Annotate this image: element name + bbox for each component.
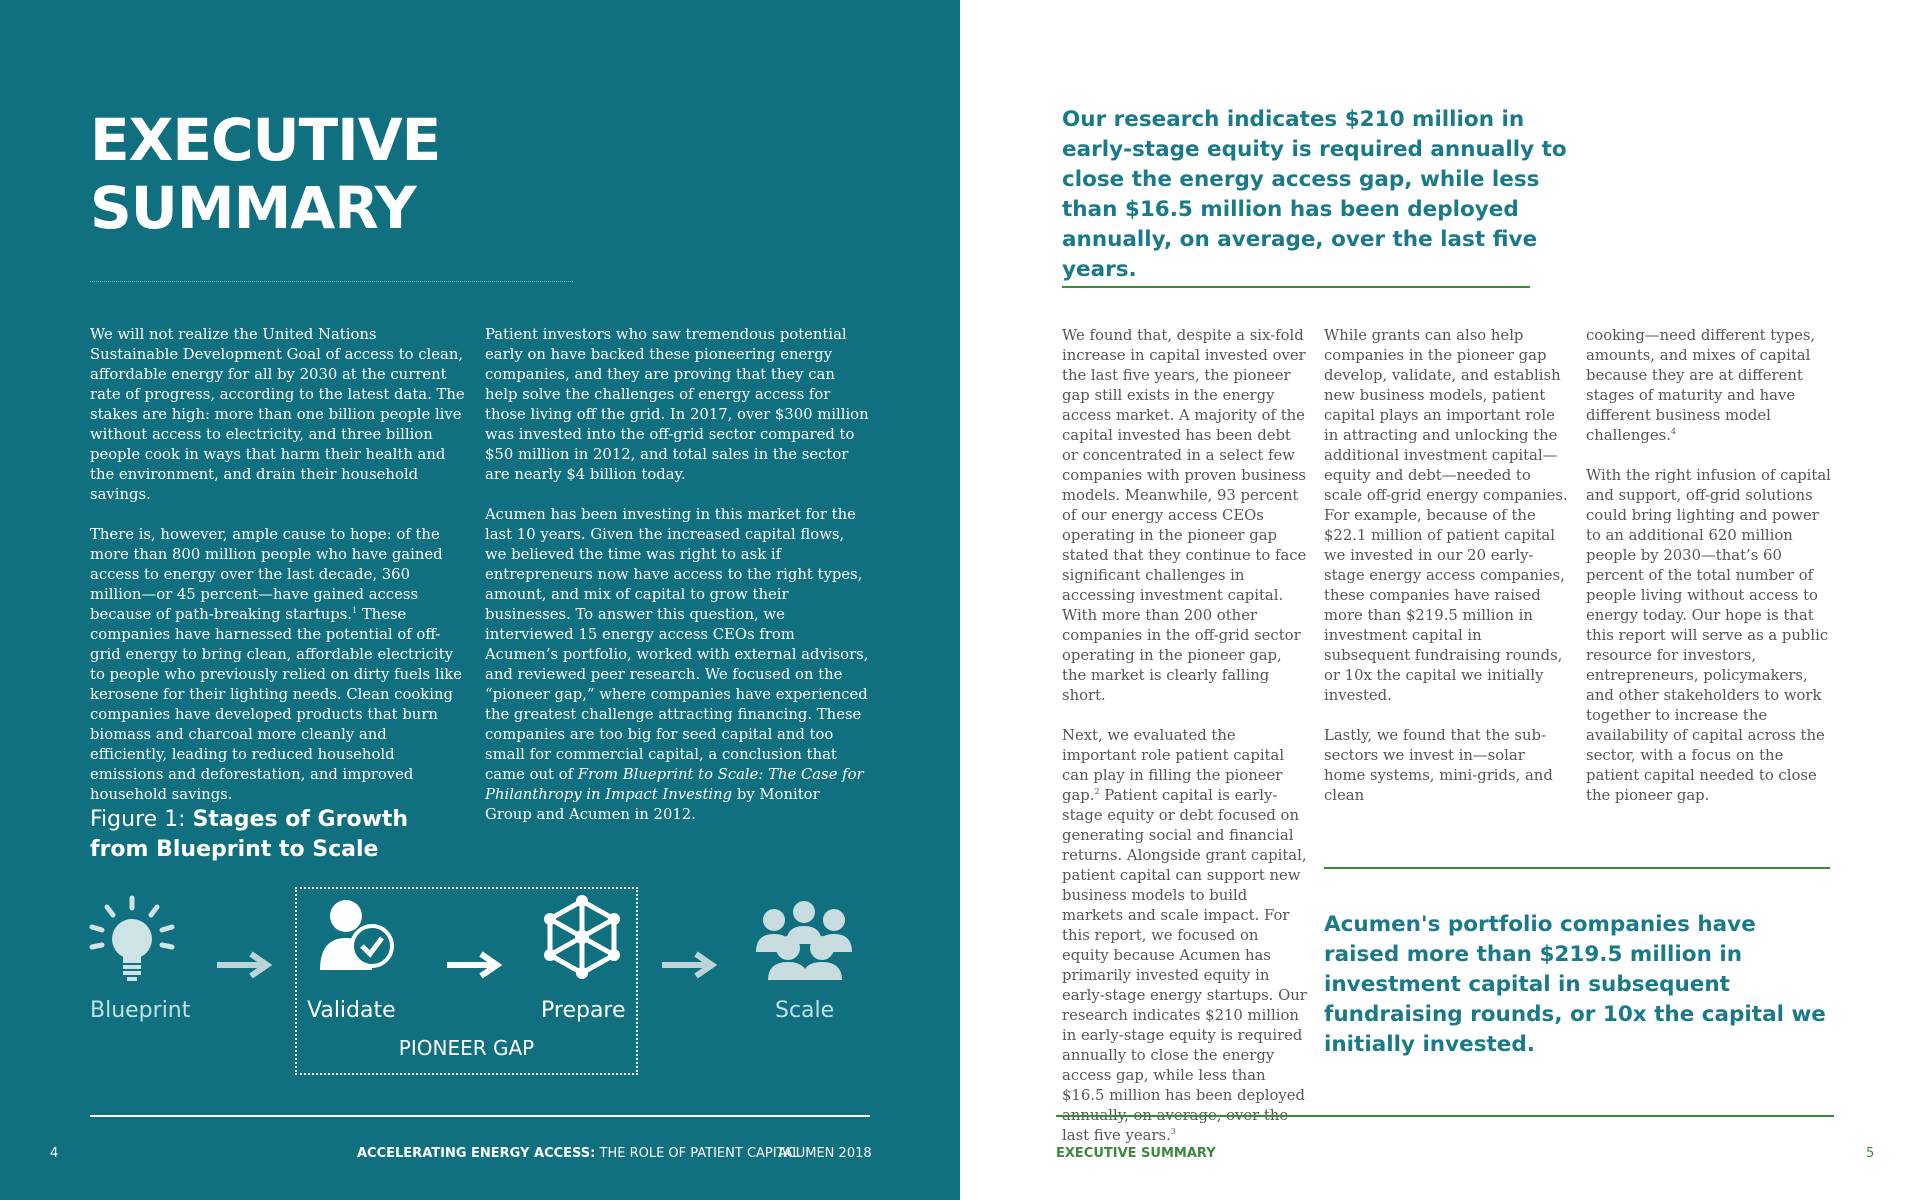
- dotted-divider: [90, 281, 573, 282]
- right-column-1: [1062, 326, 1307, 1166]
- stage-label-prepare: Prepare: [541, 998, 626, 1023]
- paragraph: While grants can also help companies in the pioneer gap develop, validate, and establish new business models, patient capital plays an important role in attracting and unlocking the additional investment capital—equity and debt—needed to scale off-grid energy companies. For example, because of the $22.1 million of patient capital we invested in our 20 early-stage energy access companies, these companies have raised more than $219.5 million in investment capital in subsequent fundraising rounds, or 10x the capital we initially invested.: [1324, 327, 1568, 704]
- left-column-2: [485, 325, 870, 845]
- paragraph: Lastly, we found that the sub-sectors we invest in—solar home systems, mini-grids, and clean: [1324, 727, 1553, 804]
- left-column-1: [90, 325, 465, 825]
- footer-org-year: ACUMEN 2018: [778, 1146, 872, 1161]
- stage-label-blueprint: Blueprint: [90, 998, 191, 1023]
- footer-title: ACCELERATING ENERGY ACCESS: THE ROLE OF PATIENT CAPITAL: [357, 1146, 800, 1161]
- footer-rule: [1056, 1115, 1834, 1117]
- lightbulb-icon: [87, 895, 177, 985]
- paragraph: Acumen has been investing in this market for the last 10 years. Given the increased capital flows, we believed the time was right to ask if entrepreneurs now have access to the right types, amount, and mix of capital to grow their businesses. To answer this question, we interviewed 15 energy access CEOs from Acumen’s portfolio, worked with external advisors, and reviewed peer research. We focused on the “pioneer gap,” where companies have experienced the greatest challenge attracting financing. These companies are too big for seed capital and too small for commercial capital, a conclusion that came out of From Blueprint to Scale: The Case for Philanthropy in Impact Investing by Monitor Group and Acumen in 2012.: [485, 506, 869, 823]
- page-title: EXECUTIVE SUMMARY: [90, 106, 441, 242]
- quote-rule: [1062, 286, 1530, 288]
- right-column-2: [1324, 326, 1569, 826]
- pull-quote-top: Our research indicates $210 million in early-stage equity is required annually to close the energy access gap, while less than $16.5 million has been deployed annually, on average, over the last five years.: [1062, 107, 1567, 282]
- footer-section: EXECUTIVE SUMMARY: [1056, 1146, 1216, 1161]
- arrow-right-icon: [215, 950, 275, 980]
- paragraph: With the right infusion of capital and support, off-grid solutions could bring lighting and power to an additional 620 million people by 2030—that’s 60 percent of the total number of people living without access to energy today. Our hope is that this report will serve as a public resource for investors, entrepreneurs, policymakers, and other stakeholders to work together to increase the availability of capital across the sector, with a focus on the patient capital needed to close the pioneer gap.: [1586, 467, 1831, 804]
- stage-label-scale: Scale: [775, 998, 835, 1023]
- arrow-right-icon: [660, 950, 720, 980]
- footer-rule: [90, 1115, 870, 1117]
- page-number: 5: [1866, 1146, 1875, 1161]
- quote-rule: [1324, 867, 1830, 869]
- page-number: 4: [50, 1146, 59, 1161]
- paragraph: There is, however, ample cause to hope: of the more than 800 million people who have gained access to energy over the last decade, 360 million—or 45 percent—have gained access because of path-breaking startups.$^1$ These companies have harnessed the potential of off-grid energy to bring clean, affordable electricity to people who previously relied on dirty fuels like kerosene for their lighting needs. Clean cooking companies have developed products that burn biomass and charcoal more cleanly and efficiently, leading to reduced household emissions and deforestation, and improved household savings.: [90, 526, 463, 803]
- paragraph: We will not realize the United Nations Sustainable Development Goal of access to clean, affordable energy for all by 2030 at the current rate of progress, according to the latest data. The stakes are high: more than one billion people live without access to electricity, and three billion people cook in ways that harm their health and the environment, and drain their household savings.: [90, 326, 465, 503]
- pull-quote-bottom: Acumen's portfolio companies have raised more than $219.5 million in investment capital in subsequent fundraising rounds, or 10x the capital we initially invested.: [1324, 912, 1826, 1057]
- paragraph: Next, we evaluated the important role patient capital can play in filling the pioneer gap.$^2$ Patient capital is early-stage equity or debt focused on generating social and financial returns. Alongside grant capital, patient capital can support new business models to build markets and scale impact. For this report, we focused on equity because Acumen has primarily invested equity in early-stage energy startups. Our research indicates $210 million in early-stage equity is required annually to close the energy access gap, while less than $16.5 million has been deployed annually, on average, over the last five years.$^3$: [1062, 727, 1307, 1144]
- paragraph: Patient investors who saw tremendous potential early on have backed these pioneering energy companies, and they are proving that they can help solve the challenges of energy access for those living off the grid. In 2017, over $300 million was invested into the off-grid sector compared to $50 million in 2012, and total sales in the sector are nearly $4 billion today.: [485, 326, 869, 483]
- paragraph: We found that, despite a six-fold increase in capital invested over the last five years, the pioneer gap still exists in the energy access market. A majority of the capital invested has been debt or concentrated in a select few companies with proven business models. Meanwhile, 93 percent of our energy access CEOs operating in the pioneer gap stated that they continue to face significant challenges in accessing investment capital. With more than 200 other companies in the off-grid sector operating in the pioneer gap, the market is clearly falling short.: [1062, 327, 1307, 704]
- paragraph: cooking—need different types, amounts, and mixes of capital because they are at different stages of maturity and have different business model challenges.$^4$: [1586, 327, 1816, 444]
- group-icon: [752, 900, 856, 980]
- pioneer-gap-label: PIONEER GAP: [398, 1036, 535, 1060]
- figure-title: Figure 1: Stages of Growth from Blueprint to Scale: [90, 807, 409, 862]
- right-page: [960, 0, 1920, 1200]
- right-column-3: [1586, 326, 1831, 826]
- stage-label-validate: Validate: [307, 998, 396, 1023]
